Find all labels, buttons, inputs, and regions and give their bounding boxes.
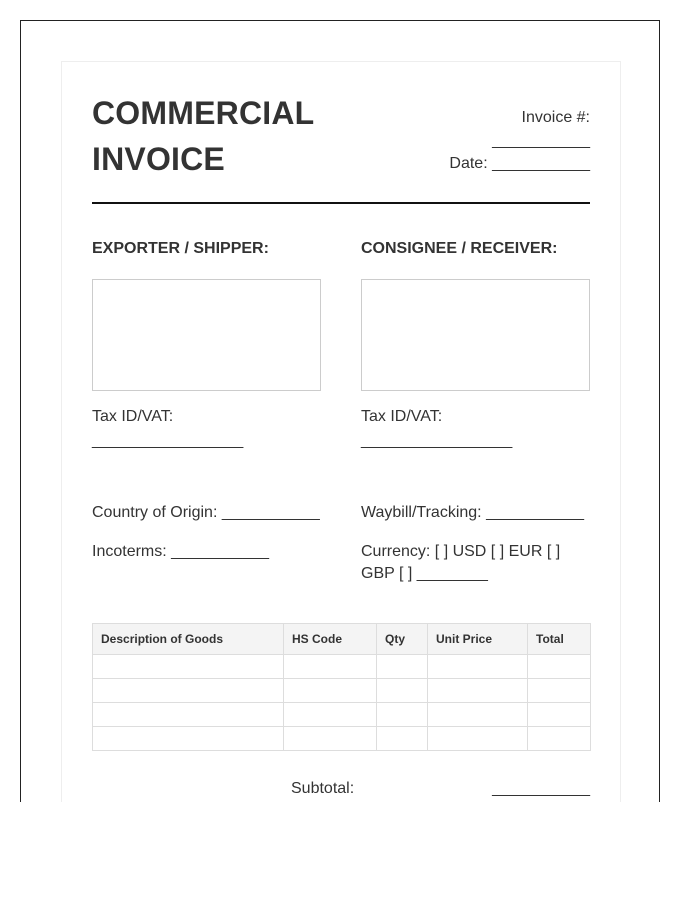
waybill-row — [361, 502, 584, 524]
column-header-unit-price: Unit Price — [428, 624, 528, 655]
table-cell[interactable] — [284, 679, 377, 703]
goods-table — [92, 623, 591, 751]
exporter-heading: EXPORTER / SHIPPER: — [92, 240, 269, 257]
country-of-origin-label: Country of Origin: — [92, 504, 218, 521]
table-cell[interactable] — [428, 655, 528, 679]
table-cell[interactable] — [528, 727, 591, 751]
table-cell[interactable] — [428, 727, 528, 751]
invoice-sheet — [61, 61, 621, 802]
table-row — [93, 679, 591, 703]
table-cell[interactable] — [93, 679, 284, 703]
consignee-address-box[interactable] — [361, 279, 590, 391]
title-line-2: INVOICE — [92, 141, 225, 177]
incoterms-label: Incoterms: — [92, 543, 167, 560]
consignee-tax-label: Tax ID/VAT: — [361, 408, 443, 425]
currency-block — [361, 541, 560, 585]
waybill-field[interactable]: ___________ — [486, 504, 584, 521]
column-header-description: Description of Goods — [93, 624, 284, 655]
table-cell[interactable] — [528, 703, 591, 727]
table-row — [93, 655, 591, 679]
consignee-tax-field[interactable]: _________________ — [361, 432, 513, 449]
invoice-number-label: Invoice #: — [521, 109, 590, 126]
table-row — [93, 703, 591, 727]
table-cell[interactable] — [428, 703, 528, 727]
currency-line-2[interactable]: GBP [ ] ________ — [361, 565, 488, 582]
date-label: Date: — [449, 155, 488, 172]
date-row — [449, 155, 590, 173]
title-line-1: COMMERCIAL — [92, 95, 315, 131]
table-cell[interactable] — [93, 727, 284, 751]
goods-table-header-row — [93, 624, 591, 655]
exporter-tax-field[interactable]: _________________ — [92, 432, 244, 449]
page-frame — [20, 20, 660, 802]
waybill-label: Waybill/Tracking: — [361, 504, 482, 521]
table-cell[interactable] — [528, 679, 591, 703]
column-header-total: Total — [528, 624, 591, 655]
consignee-heading: CONSIGNEE / RECEIVER: — [361, 240, 558, 257]
table-cell[interactable] — [528, 655, 591, 679]
table-cell[interactable] — [377, 655, 428, 679]
incoterms-field[interactable]: ___________ — [171, 543, 270, 560]
currency-line-1[interactable]: Currency: [ ] USD [ ] EUR [ ] — [361, 543, 561, 560]
exporter-address-box[interactable] — [92, 279, 321, 391]
table-cell[interactable] — [377, 703, 428, 727]
header-divider — [92, 202, 590, 204]
column-header-qty: Qty — [377, 624, 428, 655]
table-cell[interactable] — [284, 727, 377, 751]
table-cell[interactable] — [93, 655, 284, 679]
exporter-tax-label: Tax ID/VAT: — [92, 408, 174, 425]
column-header-hs-code: HS Code — [284, 624, 377, 655]
date-field[interactable]: ___________ — [492, 155, 590, 172]
table-cell[interactable] — [377, 727, 428, 751]
table-cell[interactable] — [284, 655, 377, 679]
country-of-origin-field[interactable]: ___________ — [221, 504, 320, 521]
table-cell[interactable] — [377, 679, 428, 703]
invoice-number-field[interactable]: ___________ — [492, 132, 590, 149]
table-cell[interactable] — [93, 703, 284, 727]
table-cell[interactable] — [428, 679, 528, 703]
incoterms-row — [92, 541, 269, 563]
subtotal-label: Subtotal: — [291, 780, 355, 797]
table-row — [93, 727, 591, 751]
document-title — [92, 90, 314, 182]
subtotal-field[interactable]: ___________ — [492, 780, 590, 797]
table-cell[interactable] — [284, 703, 377, 727]
country-of-origin-row — [92, 502, 320, 524]
